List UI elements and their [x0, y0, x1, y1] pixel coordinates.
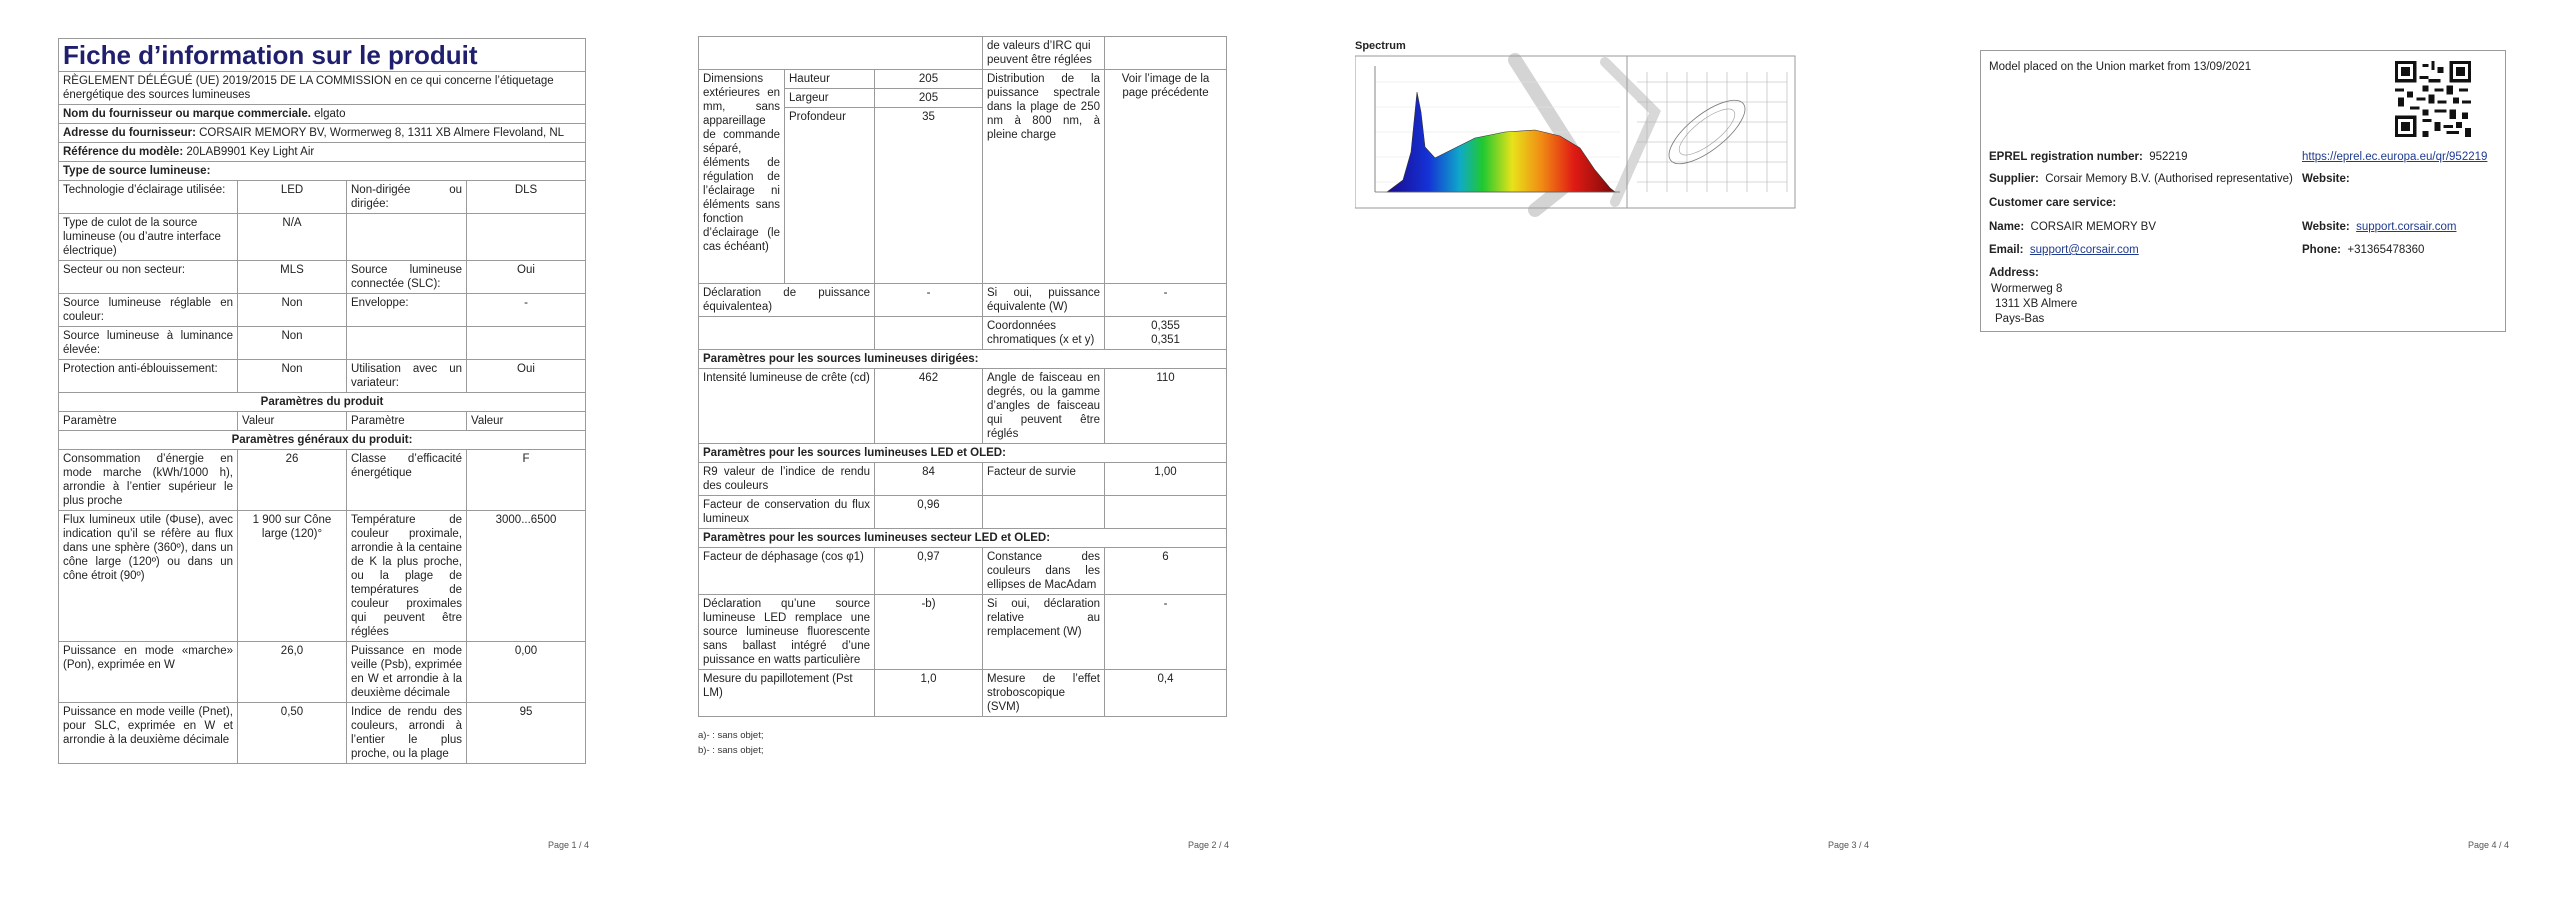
table-row: Puissance en mode veille (Pnet), pour SLC, exprimée en W et arrondie à la deuxième décimale 0,50 Indice de rendu des couleurs, arrondi à l’entier le plus proche, ou la plage 95 — [59, 703, 586, 764]
address-block: Wormerweg 8 1311 XB Almere Pays-Bas — [1991, 283, 2078, 325]
page-4 — [1920, 0, 2560, 905]
footnote-a: a)- : sans objet; — [698, 730, 764, 741]
table-row: Source lumineuse à luminance élevée: Non — [59, 327, 586, 360]
footnote-b: b)- : sans objet; — [698, 745, 764, 756]
eprel-box — [1980, 50, 2506, 332]
page-1 — [0, 0, 640, 905]
table-row: Largeur 205 — [699, 89, 1227, 108]
spectrum-image — [1355, 52, 1815, 218]
table-row: Déclaration de puissance équivalentea) - Si oui, puissance équivalente (W) - — [699, 284, 1227, 317]
care-phone-row: Phone: +31365478360 — [2302, 244, 2425, 256]
care-name-row: Name: CORSAIR MEMORY BV — [1989, 221, 2157, 233]
care-website-row: Website: support.corsair.com — [2302, 221, 2457, 233]
table-row: Protection anti-éblouissement: Non Utilisation avec un variateur: Oui — [59, 360, 586, 393]
mains-heading: Paramètres pour les sources lumineuses secteur LED et OLED: — [699, 529, 1227, 548]
cie-plot-frame — [1627, 56, 1795, 208]
spectrum-title: Spectrum — [1355, 40, 1406, 52]
table-row: Type de culot de la source lumineuse (ou d’autre interface électrique) N/A — [59, 214, 586, 261]
table-row: Facteur de conservation du flux lumineux 0,96 — [699, 496, 1227, 529]
website-label: Website: — [2302, 173, 2350, 185]
page-number: Page 4 / 4 — [2468, 840, 2510, 850]
supplier-address-row: Adresse du fournisseur: CORSAIR MEMORY BV, Wormerweg 8, 1311 XB Almere Flevoland, NL — [59, 124, 586, 143]
product-params-heading: Paramètres du produit — [59, 393, 586, 412]
address-heading: Address: — [1989, 267, 2039, 279]
source-type-heading: Type de source lumineuse: — [59, 162, 586, 181]
eprel-link[interactable]: https://eprel.ec.europa.eu/qr/952219 — [2302, 151, 2488, 163]
table-row: Coordonnées chromatiques (x et y) 0,355 0,351 — [699, 317, 1227, 350]
dimensions-label: Dimensions extérieures en mm, sans appareillage de commande séparé, éléments de régulation de l’éclairage ni éléments sans fonction d’éclairage (le cas échéant) — [699, 70, 785, 284]
cie-grid — [1637, 72, 1787, 192]
page-2 — [640, 0, 1280, 905]
general-params-heading: Paramètres généraux du produit: — [59, 431, 586, 450]
table-row: de valeurs d’IRC qui peuvent être réglées — [699, 37, 1227, 70]
supplier-row: Supplier: Corsair Memory B.V. (Authorised representative) — [1989, 173, 2293, 185]
table-row: R9 valeur de l’indice de rendu des couleurs 84 Facteur de survie 1,00 — [699, 463, 1227, 496]
led-heading: Paramètres pour les sources lumineuses LED et OLED: — [699, 444, 1227, 463]
table-row: Intensité lumineuse de crête (cd) 462 Angle de faisceau en degrés, ou la gamme d’angles de faisceau qui peuvent être réglés 110 — [699, 369, 1227, 444]
table-row: Facteur de déphasage (cos φ1) 0,97 Constance des couleurs dans les ellipses de MacAdam 6 — [699, 548, 1227, 595]
page-number: Page 3 / 4 — [1828, 840, 1870, 850]
table-row: Puissance en mode «marche» (Pon), exprimée en W 26,0 Puissance en mode veille (Psb), exprimée en W et arrondie à la deuxième décimale 0,00 — [59, 642, 586, 703]
table-row: Mesure du papillotement (Pst LM) 1,0 Mesure de l’effet stroboscopique (SVM) 0,4 — [699, 670, 1227, 717]
customer-care-heading: Customer care service: — [1989, 197, 2117, 209]
table-row: Source lumineuse réglable en couleur: Non Enveloppe: - — [59, 294, 586, 327]
product-info-table — [58, 38, 586, 764]
model-ref-row: Référence du modèle: 20LAB9901 Key Light Air — [59, 143, 586, 162]
header-row: Paramètre Valeur Paramètre Valeur — [59, 412, 586, 431]
qr-code-icon — [2395, 61, 2471, 137]
product-info-table-continued — [698, 36, 1227, 717]
table-row: Profondeur 35 — [699, 108, 1227, 284]
table-row: Consommation d’énergie en mode marche (kWh/1000 h), arrondie à l’entier supérieur le plus proche 26 Classe d’efficacité énergétique F — [59, 450, 586, 511]
page-number: Page 1 / 4 — [548, 840, 590, 850]
table-row: Secteur ou non secteur: MLS Source lumineuse connectée (SLC): Oui — [59, 261, 586, 294]
care-email-link[interactable]: support@corsair.com — [2029, 244, 2139, 256]
eprel-row: EPREL registration number: 952219 — [1989, 151, 2188, 163]
table-row: Déclaration qu’une source lumineuse LED remplace une source lumineuse fluorescente sans ballast intégré d’une puissance en watts particulière -b) Si oui, déclaration relative au remplacement (W) - — [699, 595, 1227, 670]
care-email-row: Email: support@corsair.com — [1989, 244, 2139, 256]
directional-heading: Paramètres pour les sources lumineuses dirigées: — [699, 350, 1227, 369]
placed-on-market: Model placed on the Union market from 13/09/2021 — [1989, 61, 2252, 73]
page-3 — [1280, 0, 1920, 905]
table-row: Dimensions extérieures en mm, sans appareillage de commande séparé, éléments de régulation de l’éclairage ni éléments sans fonction d’éclairage (le cas échéant) Hauteur 205 Distribution de la puissance spectrale dans la plage de 250 nm à 800 nm, à pleine charge Voir l’image de la page précédente — [699, 70, 1227, 89]
supplier-name-row: Nom du fournisseur ou marque commerciale. elgato — [59, 105, 586, 124]
table-row: Technologie d’éclairage utilisée: LED Non-dirigée ou dirigée: DLS — [59, 181, 586, 214]
care-website-link[interactable]: support.corsair.com — [2356, 221, 2457, 233]
page-title: Fiche d’information sur le produit — [59, 39, 586, 72]
page-number: Page 2 / 4 — [1188, 840, 1230, 850]
table-row: Flux lumineux utile (Φuse), avec indication qu’il se réfère au flux dans une sphère (360º), dans un cône large (120º) ou dans un cône étroit (90º) 1 900 sur Cône large (120)° Température de couleur proximale, arrondie à la centaine de K la plus proche, ou la plage de températures de couleur proximales qui peuvent être réglées 3000...6500 — [59, 511, 586, 642]
regulation-text: RÈGLEMENT DÉLÉGUÉ (UE) 2019/2015 DE LA COMMISSION en ce qui concerne l’étiquetage énergétique des sources lumineuses — [59, 72, 586, 105]
